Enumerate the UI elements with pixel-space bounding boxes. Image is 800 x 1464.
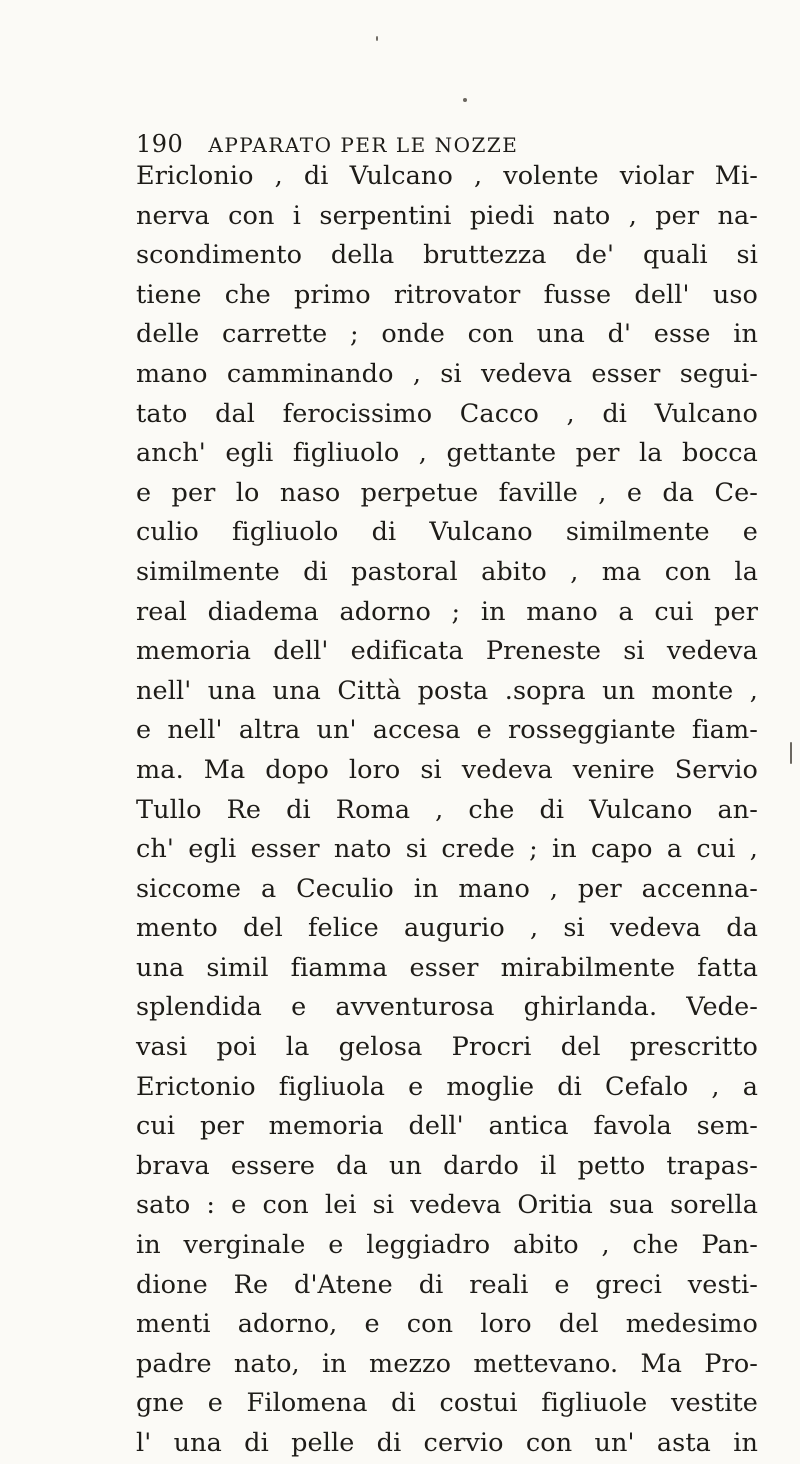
- text-line: culio figliuolo di Vulcano similmente e: [136, 517, 758, 548]
- text-line: in verginale e leggiadro abito , che Pan-: [136, 1230, 758, 1261]
- text-line: gne e Filomena di costui figliuole vestite: [136, 1388, 758, 1419]
- paper-edge-mark: [790, 742, 792, 764]
- body-text: [136, 157, 758, 1464]
- text-line: brava essere da un dardo il petto trapas-: [136, 1150, 758, 1181]
- text-line: similmente di pastoral abito , ma con la: [136, 556, 758, 587]
- text-line: siccome a Ceculio in mano , per accenna-: [136, 873, 758, 904]
- text-line: padre nato, in mezzo mettevano. Ma Pro-: [136, 1348, 758, 1379]
- text-line: cui per memoria dell' antica favola sem-: [136, 1111, 758, 1142]
- text-line: Erictonio figliuola e moglie di Cefalo , a: [136, 1071, 758, 1102]
- running-title: APPARATO PER LE NOZZE: [208, 133, 519, 157]
- text-line: una simil fiamma esser mirabilmente fatta: [136, 952, 758, 983]
- text-line: dione Re d'Atene di reali e greci vesti-: [136, 1269, 758, 1300]
- page-header: [136, 130, 756, 160]
- text-line: mano camminando , si vedeva esser segui-: [136, 358, 758, 389]
- text-line: e per lo naso perpetue faville , e da Ce-: [136, 477, 758, 508]
- paper-speck: [376, 36, 378, 41]
- text-line: mento del felice augurio , si vedeva da: [136, 913, 758, 944]
- text-line: ch' egli esser nato si crede ; in capo a cui ,: [136, 834, 758, 865]
- text-line: tato dal ferocissimo Cacco , di Vulcano: [136, 398, 758, 429]
- text-line: anch' egli figliuolo , gettante per la bocca: [136, 438, 758, 469]
- text-line: nerva con i serpentini piedi nato , per na-: [136, 200, 758, 231]
- text-line: menti adorno, e con loro del medesimo: [136, 1309, 758, 1340]
- text-line: Ericlonio , di Vulcano , volente violar Mi-: [136, 161, 758, 191]
- text-line: e nell' altra un' accesa e rosseggiante fiam-: [136, 715, 758, 746]
- text-line: Tullo Re di Roma , che di Vulcano an-: [136, 794, 758, 825]
- paper-speck: [463, 98, 467, 102]
- text-line: nell' una una Città posta .sopra un monte ,: [136, 675, 758, 706]
- text-line: vasi poi la gelosa Procri del prescritto: [136, 1032, 758, 1063]
- text-line: memoria dell' edificata Preneste si vedeva: [136, 636, 758, 667]
- page-number: 190: [136, 130, 184, 158]
- text-line: ma. Ma dopo loro si vedeva venire Servio: [136, 754, 758, 785]
- text-line: tiene che primo ritrovator fusse dell' uso: [136, 279, 758, 310]
- text-line: l' una di pelle di cervio con un' asta in: [136, 1428, 758, 1458]
- text-line: real diadema adorno ; in mano a cui per: [136, 596, 758, 627]
- text-line: splendida e avventurosa ghirlanda. Vede-: [136, 992, 758, 1023]
- text-line: scondimento della bruttezza de' quali si: [136, 240, 758, 271]
- text-line: sato : e con lei si vedeva Oritia sua sorella: [136, 1190, 758, 1221]
- text-line: delle carrette ; onde con una d' esse in: [136, 319, 758, 350]
